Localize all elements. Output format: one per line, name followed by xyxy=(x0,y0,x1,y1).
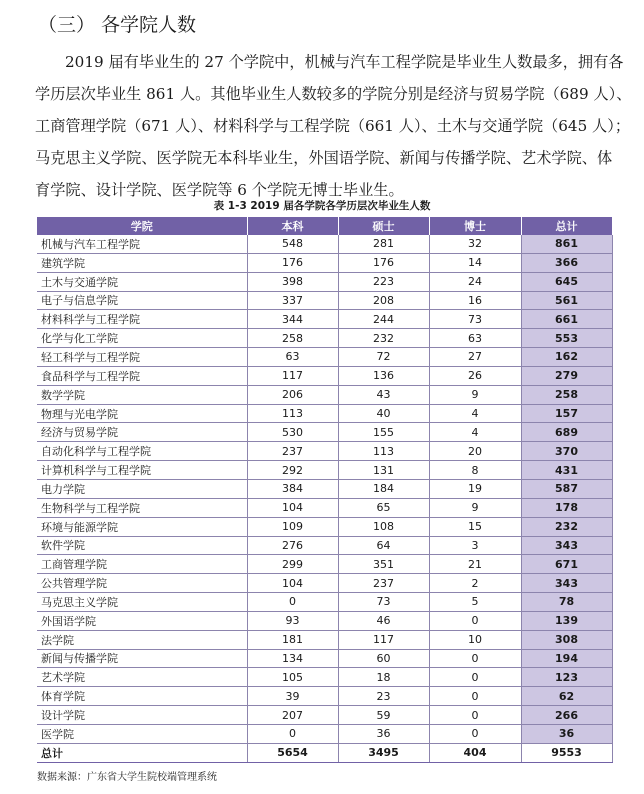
table-row xyxy=(37,310,612,329)
cell-master: 155 xyxy=(338,423,429,442)
cell-bachelor: 104 xyxy=(247,574,338,593)
cell-bachelor: 109 xyxy=(247,517,338,536)
cell-total: 370 xyxy=(521,442,612,461)
cell-college: 材料科学与工程学院 xyxy=(37,310,247,329)
cell-master: 136 xyxy=(338,366,429,385)
cell-doctor: 0 xyxy=(429,724,521,743)
cell-college: 生物科学与工程学院 xyxy=(37,498,247,517)
cell-doctor: 0 xyxy=(429,706,521,725)
table-row xyxy=(37,498,612,517)
cell-bachelor: 206 xyxy=(247,385,338,404)
cell-doctor: 73 xyxy=(429,310,521,329)
cell-master: 232 xyxy=(338,329,429,348)
cell-total: 139 xyxy=(521,611,612,630)
cell-bachelor: 398 xyxy=(247,272,338,291)
table-row xyxy=(37,611,612,630)
cell-total: 78 xyxy=(521,593,612,612)
table-row xyxy=(37,668,612,687)
cell-doctor: 0 xyxy=(429,687,521,706)
cell-college: 外国语学院 xyxy=(37,611,247,630)
cell-master: 176 xyxy=(338,253,429,272)
cell-master: 64 xyxy=(338,536,429,555)
cell-college: 工商管理学院 xyxy=(37,555,247,574)
cell-master: 237 xyxy=(338,574,429,593)
cell-total: 343 xyxy=(521,574,612,593)
cell-total: 123 xyxy=(521,668,612,687)
cell-doctor: 27 xyxy=(429,348,521,367)
cell-total: 266 xyxy=(521,706,612,725)
cell-total: 308 xyxy=(521,630,612,649)
cell-master: 223 xyxy=(338,272,429,291)
cell-college: 土木与交通学院 xyxy=(37,272,247,291)
cell-college: 体育学院 xyxy=(37,687,247,706)
cell-master: 131 xyxy=(338,461,429,480)
cell-college: 电力学院 xyxy=(37,479,247,498)
table-row xyxy=(37,329,612,348)
table-row xyxy=(37,649,612,668)
cell-doctor: 4 xyxy=(429,423,521,442)
header-bachelor: 本科 xyxy=(247,217,338,235)
cell-total: 861 xyxy=(521,235,612,253)
cell-total: 258 xyxy=(521,385,612,404)
cell-bachelor: 39 xyxy=(247,687,338,706)
cell-bachelor: 176 xyxy=(247,253,338,272)
cell-doctor: 9 xyxy=(429,385,521,404)
cell-bachelor: 292 xyxy=(247,461,338,480)
section-heading: （三） 各学院人数 xyxy=(38,14,197,36)
table-row xyxy=(37,536,612,555)
cell-college: 物理与光电学院 xyxy=(37,404,247,423)
cell-doctor: 8 xyxy=(429,461,521,480)
paragraph-line: 工商管理学院（671 人）、材料科学与工程学院（661 人）、土木与交通学院（645 人）； xyxy=(35,117,631,135)
cell-bachelor: 337 xyxy=(247,291,338,310)
summary-paragraph xyxy=(35,46,632,206)
cell-total: 553 xyxy=(521,329,612,348)
header-total: 总计 xyxy=(521,217,612,235)
cell-total: 343 xyxy=(521,536,612,555)
cell-master: 40 xyxy=(338,404,429,423)
table-row xyxy=(37,630,612,649)
cell-total: 689 xyxy=(521,423,612,442)
header-master: 硕士 xyxy=(338,217,429,235)
cell-master: 43 xyxy=(338,385,429,404)
cell-bachelor: 181 xyxy=(247,630,338,649)
cell-doctor: 21 xyxy=(429,555,521,574)
cell-college: 电子与信息学院 xyxy=(37,291,247,310)
cell-college: 自动化科学与工程学院 xyxy=(37,442,247,461)
total-cell-college: 总计 xyxy=(37,743,247,762)
cell-college: 公共管理学院 xyxy=(37,574,247,593)
cell-master: 73 xyxy=(338,593,429,612)
table-row xyxy=(37,724,612,743)
table-row xyxy=(37,253,612,272)
cell-total: 157 xyxy=(521,404,612,423)
table-row xyxy=(37,291,612,310)
table-caption: 表 1-3 2019 届各学院各学历层次毕业生人数 xyxy=(213,200,431,212)
cell-doctor: 32 xyxy=(429,235,521,253)
cell-college: 建筑学院 xyxy=(37,253,247,272)
cell-master: 208 xyxy=(338,291,429,310)
cell-bachelor: 237 xyxy=(247,442,338,461)
cell-doctor: 24 xyxy=(429,272,521,291)
cell-total: 194 xyxy=(521,649,612,668)
table-row xyxy=(37,517,612,536)
cell-doctor: 16 xyxy=(429,291,521,310)
cell-bachelor: 530 xyxy=(247,423,338,442)
cell-bachelor: 384 xyxy=(247,479,338,498)
table-header-row xyxy=(37,217,612,235)
cell-master: 59 xyxy=(338,706,429,725)
cell-master: 281 xyxy=(338,235,429,253)
cell-master: 108 xyxy=(338,517,429,536)
cell-doctor: 15 xyxy=(429,517,521,536)
table-row xyxy=(37,687,612,706)
cell-college: 医学院 xyxy=(37,724,247,743)
cell-bachelor: 276 xyxy=(247,536,338,555)
cell-college: 法学院 xyxy=(37,630,247,649)
table-row xyxy=(37,272,612,291)
cell-doctor: 19 xyxy=(429,479,521,498)
table-row xyxy=(37,555,612,574)
cell-doctor: 26 xyxy=(429,366,521,385)
table-row xyxy=(37,385,612,404)
cell-total: 279 xyxy=(521,366,612,385)
paragraph-line: 马克思主义学院、医学院无本科毕业生，外国语学院、新闻与传播学院、艺术学院、体 xyxy=(35,149,613,167)
table-row xyxy=(37,442,612,461)
table-row xyxy=(37,423,612,442)
total-row xyxy=(37,743,612,762)
cell-doctor: 5 xyxy=(429,593,521,612)
cell-master: 23 xyxy=(338,687,429,706)
cell-bachelor: 93 xyxy=(247,611,338,630)
cell-bachelor: 117 xyxy=(247,366,338,385)
cell-master: 72 xyxy=(338,348,429,367)
cell-total: 661 xyxy=(521,310,612,329)
cell-total: 431 xyxy=(521,461,612,480)
cell-master: 18 xyxy=(338,668,429,687)
cell-doctor: 0 xyxy=(429,611,521,630)
cell-doctor: 0 xyxy=(429,668,521,687)
cell-bachelor: 344 xyxy=(247,310,338,329)
cell-doctor: 14 xyxy=(429,253,521,272)
cell-college: 软件学院 xyxy=(37,536,247,555)
cell-total: 645 xyxy=(521,272,612,291)
cell-bachelor: 0 xyxy=(247,593,338,612)
total-cell-bachelor: 5654 xyxy=(247,743,338,762)
cell-total: 36 xyxy=(521,724,612,743)
cell-master: 65 xyxy=(338,498,429,517)
cell-college: 化学与化工学院 xyxy=(37,329,247,348)
cell-doctor: 4 xyxy=(429,404,521,423)
cell-college: 环境与能源学院 xyxy=(37,517,247,536)
cell-master: 351 xyxy=(338,555,429,574)
cell-college: 食品科学与工程学院 xyxy=(37,366,247,385)
cell-master: 184 xyxy=(338,479,429,498)
table-row xyxy=(37,593,612,612)
cell-college: 经济与贸易学院 xyxy=(37,423,247,442)
cell-bachelor: 104 xyxy=(247,498,338,517)
cell-doctor: 63 xyxy=(429,329,521,348)
paragraph-line: 2019 届有毕业生的 27 个学院中，机械与汽车工程学院是毕业生人数最多，拥有各 xyxy=(65,53,624,71)
cell-college: 轻工科学与工程学院 xyxy=(37,348,247,367)
cell-bachelor: 63 xyxy=(247,348,338,367)
table-row xyxy=(37,461,612,480)
cell-total: 178 xyxy=(521,498,612,517)
cell-bachelor: 258 xyxy=(247,329,338,348)
cell-total: 62 xyxy=(521,687,612,706)
table-row xyxy=(37,706,612,725)
cell-college: 马克思主义学院 xyxy=(37,593,247,612)
cell-total: 162 xyxy=(521,348,612,367)
cell-total: 671 xyxy=(521,555,612,574)
cell-total: 232 xyxy=(521,517,612,536)
cell-doctor: 9 xyxy=(429,498,521,517)
cell-master: 113 xyxy=(338,442,429,461)
data-source-note: 数据来源：广东省大学生院校端管理系统 xyxy=(37,772,217,783)
table-row xyxy=(37,404,612,423)
paragraph-line: 育学院、设计学院、医学院等 6 个学院无博士毕业生。 xyxy=(35,181,404,199)
cell-bachelor: 105 xyxy=(247,668,338,687)
cell-master: 117 xyxy=(338,630,429,649)
graduates-by-college-table xyxy=(37,217,613,763)
cell-college: 艺术学院 xyxy=(37,668,247,687)
table-row xyxy=(37,479,612,498)
total-cell-master: 3495 xyxy=(338,743,429,762)
cell-master: 60 xyxy=(338,649,429,668)
total-cell-total: 9553 xyxy=(521,743,612,762)
cell-doctor: 3 xyxy=(429,536,521,555)
cell-bachelor: 548 xyxy=(247,235,338,253)
cell-doctor: 0 xyxy=(429,649,521,668)
table-row xyxy=(37,366,612,385)
cell-doctor: 20 xyxy=(429,442,521,461)
table-row xyxy=(37,574,612,593)
cell-college: 设计学院 xyxy=(37,706,247,725)
cell-total: 561 xyxy=(521,291,612,310)
cell-bachelor: 0 xyxy=(247,724,338,743)
cell-college: 机械与汽车工程学院 xyxy=(37,235,247,253)
cell-doctor: 10 xyxy=(429,630,521,649)
cell-master: 244 xyxy=(338,310,429,329)
header-college: 学院 xyxy=(37,217,247,235)
cell-college: 新闻与传播学院 xyxy=(37,649,247,668)
cell-total: 366 xyxy=(521,253,612,272)
cell-bachelor: 207 xyxy=(247,706,338,725)
cell-bachelor: 134 xyxy=(247,649,338,668)
cell-doctor: 2 xyxy=(429,574,521,593)
table-row xyxy=(37,235,612,253)
total-cell-doctor: 404 xyxy=(429,743,521,762)
cell-total: 587 xyxy=(521,479,612,498)
cell-bachelor: 113 xyxy=(247,404,338,423)
table-row xyxy=(37,348,612,367)
cell-bachelor: 299 xyxy=(247,555,338,574)
cell-college: 计算机科学与工程学院 xyxy=(37,461,247,480)
cell-master: 36 xyxy=(338,724,429,743)
cell-master: 46 xyxy=(338,611,429,630)
paragraph-line: 学历层次毕业生 861 人。其他毕业生人数较多的学院分别是经济与贸易学院（689 人）、 xyxy=(35,85,632,103)
cell-college: 数学学院 xyxy=(37,385,247,404)
header-doctor: 博士 xyxy=(429,217,521,235)
